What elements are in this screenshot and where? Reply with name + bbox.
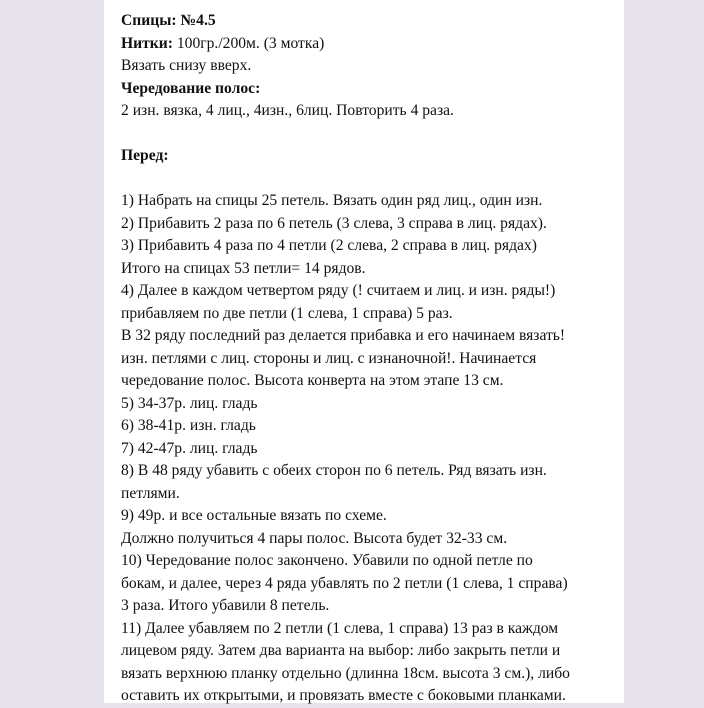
direction-line: Вязать снизу вверх. bbox=[121, 57, 252, 74]
instruction-line: 4) Далее в каждом четвертом ряду (! считаем и лиц. и изн. ряды!) bbox=[121, 282, 556, 299]
yarn-label: Нитки: bbox=[121, 34, 173, 52]
spacer bbox=[121, 123, 621, 146]
yarn-line bbox=[121, 33, 621, 56]
instruction-line: 11) Далее убавляем по 2 петли (1 слева, 1 справа) 13 раз в каждом bbox=[121, 619, 559, 637]
spacer bbox=[121, 168, 621, 191]
instruction-line: изн. петлями с лиц. стороны и лиц. с изнаночной!. Начинается bbox=[121, 349, 537, 367]
instruction-line: 1) Набрать на спицы 25 петель. Вязать один ряд лиц., один изн. bbox=[121, 192, 543, 209]
yarn-value: 100гр./200м. (3 мотка) bbox=[176, 34, 325, 52]
instruction-line: 6) 38-41р. изн. гладь bbox=[121, 417, 256, 434]
instruction-line: чередование полос. Высота конверта на этом этапе 13 см. bbox=[121, 372, 504, 389]
instruction-line: 10) Чередование полос закончено. Убавили по одной петле по bbox=[121, 552, 533, 569]
instruction-line: 7) 42-47р. лиц. гладь bbox=[121, 439, 258, 457]
instruction-line: петлями. bbox=[121, 484, 180, 502]
stripes-text: 2 изн. вязка, 4 лиц., 4изн., 6лиц. Повторить 4 раза. bbox=[121, 102, 454, 119]
instruction-line: 3 раза. Итого убавили 8 петель. bbox=[121, 597, 330, 614]
front-title: Перед: bbox=[121, 147, 169, 164]
instruction-line: прибавляем по две петли (1 слева, 1 справа) 5 раз. bbox=[121, 304, 453, 322]
instruction-line: Должно получиться 4 пары полос. Высота будет 32-33 см. bbox=[121, 529, 508, 547]
stripes-title: Чередование полос: bbox=[121, 79, 261, 97]
instruction-line: лицевом ряду. Затем два варианта на выбор: либо закрыть петли и bbox=[121, 642, 561, 659]
instruction-line: 3) Прибавить 4 раза по 4 петли (2 слева, 2 справа в лиц. рядах) bbox=[121, 237, 537, 254]
instruction-line: оставить их открытыми, и провязать вместе с боковыми планками. bbox=[121, 687, 566, 704]
needles-line bbox=[121, 10, 621, 33]
instruction-line: 2) Прибавить 2 раза по 6 петель (3 слева, 3 справа в лиц. рядах). bbox=[121, 214, 547, 232]
needles-value: №4.5 bbox=[180, 12, 216, 29]
instruction-line: В 32 ряду последний раз делается прибавка и его начинаем вязать! bbox=[121, 327, 566, 344]
pattern-text bbox=[121, 10, 621, 708]
instruction-line: 8) В 48 ряду убавить с обеих сторон по 6 петель. Ряд вязать изн. bbox=[121, 462, 547, 479]
instruction-line: вязать верхнюю планку отдельно (длинна 18см. высота 3 см.), либо bbox=[121, 664, 570, 682]
instruction-line: бокам, и далее, через 4 ряда убавлять по 2 петли (1 слева, 1 справа) bbox=[121, 574, 568, 592]
instruction-line: 9) 49р. и все остальные вязать по схеме. bbox=[121, 507, 387, 524]
needles-label: Спицы: bbox=[121, 12, 177, 29]
instruction-line: Итого на спицах 53 петли= 14 рядов. bbox=[121, 259, 366, 277]
instruction-line: 5) 34-37р. лиц. гладь bbox=[121, 394, 258, 412]
front-lines bbox=[121, 190, 621, 708]
